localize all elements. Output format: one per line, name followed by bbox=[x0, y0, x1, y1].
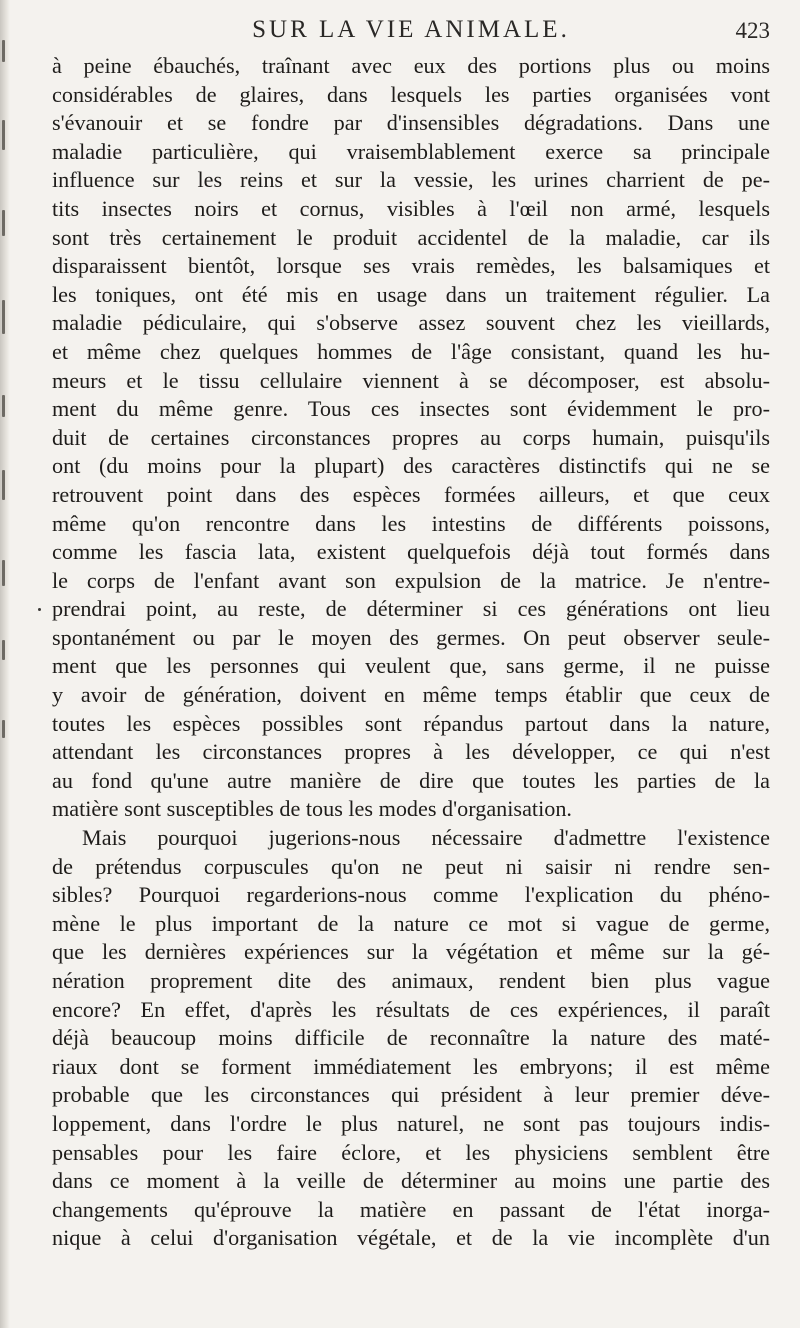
binding-mark bbox=[2, 120, 5, 150]
paragraph-start-line: Mais pourquoi jugerions-nous nécessaire d'admettre l'existence bbox=[82, 825, 770, 851]
running-title: SUR LA VIE ANIMALE. bbox=[252, 16, 570, 43]
ink-speck bbox=[38, 608, 41, 611]
text-line: spontanément ou par le moyen des germes. On peut observer seule- bbox=[52, 624, 770, 650]
binding-mark bbox=[2, 300, 5, 334]
text-line: mène le plus important de la nature ce mot si vague de germe, bbox=[52, 910, 770, 936]
binding-edge bbox=[0, 0, 10, 1328]
text-line: et même chez quelques hommes de l'âge consistant, quand les hu- bbox=[52, 338, 770, 364]
text-line: disparaissent bientôt, lorsque ses vrais remèdes, les balsamiques et bbox=[52, 253, 770, 279]
text-line: probable que les circonstances qui président à leur premier déve- bbox=[52, 1082, 770, 1108]
page-header bbox=[52, 16, 770, 56]
body-text bbox=[52, 52, 770, 1253]
binding-mark bbox=[2, 395, 5, 417]
text-line: toutes les espèces possibles sont répandus partout dans la nature, bbox=[52, 710, 770, 736]
text-line: tits insectes noirs et cornus, visibles à l'œil non armé, lesquels bbox=[52, 195, 770, 221]
text-line: à peine ébauchés, traînant avec eux des portions plus ou moins bbox=[52, 53, 770, 78]
text-line: ment du même genre. Tous ces insectes sont évidemment le pro- bbox=[52, 396, 770, 422]
text-line: retrouvent point dans des espèces formées ailleurs, et que ceux bbox=[52, 481, 770, 507]
text-line: maladie particulière, qui vraisemblablement exerce sa principale bbox=[52, 138, 770, 164]
binding-mark bbox=[2, 470, 5, 500]
text-line: ment que les personnes qui veulent que, sans germe, il ne puisse bbox=[52, 653, 770, 679]
text-line: considérables de glaires, dans lesquels les parties organisées vont bbox=[52, 81, 770, 107]
text-line: encore? En effet, d'après les résultats de ces expériences, il paraît bbox=[52, 996, 770, 1022]
text-line: y avoir de génération, doivent en même temps établir que ceux de bbox=[52, 682, 770, 708]
text-line: meurs et le tissu cellulaire viennent à se décomposer, est absolu- bbox=[52, 367, 770, 393]
paragraph-end-line: matière sont susceptibles de tous les modes d'organisation. bbox=[52, 796, 572, 822]
text-line: loppement, dans l'ordre le plus naturel, ne sont pas toujours indis- bbox=[52, 1110, 770, 1136]
text-line: le corps de l'enfant avant son expulsion de la matrice. Je n'entre- bbox=[52, 567, 770, 593]
text-line: sont très certainement le produit accidentel de la maladie, car ils bbox=[52, 224, 770, 250]
text-line: dans ce moment à la veille de déterminer au moins une partie des bbox=[52, 1168, 770, 1194]
text-line: attendant les circonstances propres à les développer, ce qui n'est bbox=[52, 739, 770, 765]
text-line: que les dernières expériences sur la végétation et même sur la gé- bbox=[52, 939, 770, 965]
page-number: 423 bbox=[735, 18, 770, 43]
text-line: duit de certaines circonstances propres au corps humain, puisqu'ils bbox=[52, 424, 770, 450]
binding-mark bbox=[2, 720, 5, 738]
text-line: sibles? Pourquoi regarderions-nous comme l'explication du phéno- bbox=[52, 882, 770, 908]
text-line: comme les fascia lata, existent quelquefois déjà tout formés dans bbox=[52, 539, 770, 565]
text-line: nique à celui d'organisation végétale, et de la vie incomplète d'un bbox=[52, 1225, 770, 1251]
binding-mark bbox=[2, 640, 5, 660]
text-line: déjà beaucoup moins difficile de reconnaître la nature des maté- bbox=[52, 1025, 770, 1051]
text-line: pensables pour les faire éclore, et les physiciens semblent être bbox=[52, 1139, 770, 1165]
text-line: changements qu'éprouve la matière en passant de l'état inorga- bbox=[52, 1196, 770, 1222]
text-line: de prétendus corpuscules qu'on ne peut ni saisir ni rendre sen- bbox=[52, 853, 770, 879]
binding-mark bbox=[2, 560, 5, 586]
text-line: même qu'on rencontre dans les intestins de différents poissons, bbox=[52, 510, 770, 536]
binding-mark bbox=[2, 40, 5, 62]
text-line: les toniques, ont été mis en usage dans un traitement régulier. La bbox=[52, 281, 770, 307]
text-line: maladie pédiculaire, qui s'observe assez souvent chez les vieillards, bbox=[52, 310, 770, 336]
text-line: ont (du moins pour la plupart) des caractères distinctifs qui ne se bbox=[52, 453, 770, 479]
binding-mark bbox=[2, 210, 5, 236]
text-line: prendrai point, au reste, de déterminer si ces générations ont lieu bbox=[52, 596, 770, 622]
text-line: au fond qu'une autre manière de dire que toutes les parties de la bbox=[52, 767, 770, 793]
text-line: riaux dont se forment immédiatement les embryons; il est même bbox=[52, 1053, 770, 1079]
text-line: s'évanouir et se fondre par d'insensibles dégradations. Dans une bbox=[52, 110, 770, 136]
text-line: influence sur les reins et sur la vessie, les urines charrient de pe- bbox=[52, 167, 770, 193]
text-line: nération proprement dite des animaux, rendent bien plus vague bbox=[52, 968, 770, 993]
